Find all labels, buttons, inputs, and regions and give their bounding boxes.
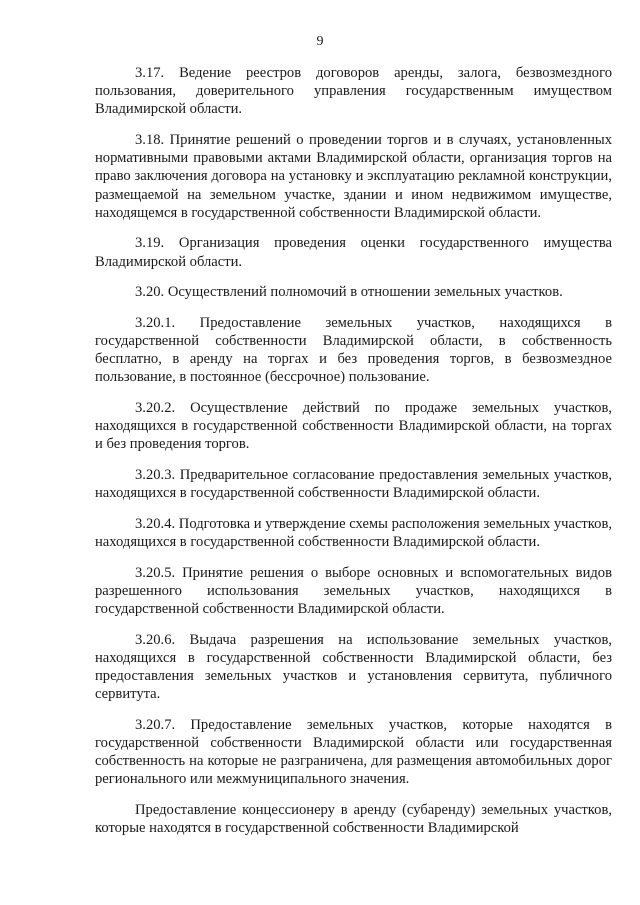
paragraph-3-20-4: 3.20.4. Подготовка и утверждение схемы расположения земельных участков, находящихся в государственной собственности Владимирской области. [95, 515, 612, 550]
paragraph-3-17: 3.17. Ведение реестров договоров аренды, залога, безвозмездного пользования, доверительного управления государственным имуществом Владимирской области. [95, 65, 612, 118]
document-body [95, 64, 612, 850]
paragraph-3-19: 3.19. Организация проведения оценки государственного имущества Владимирской области. [95, 235, 612, 270]
paragraph-3-20-1: 3.20.1. Предоставление земельных участков, находящихся в государственной собственности Владимирской области, в собственность бесплатно, в аренду на торгах и без проведения торгов, в безвозмездное пользование, в постоянное (бессрочное) пользование. [95, 314, 612, 386]
paragraph-3-18: 3.18. Принятие решений о проведении торгов и в случаях, установленных нормативными правовыми актами Владимирской области, организация торгов на право заключения договора на установку и эксплуатацию рекламной конструкции, размещаемой на земельном участке, здании и ином недвижимом имуществе, находящемся в государственной собственности Владимирской области. [95, 132, 612, 221]
paragraph-3-20-3: 3.20.3. Предварительное согласование предоставления земельных участков, находящихся в государственной собственности Владимирской области. [95, 467, 612, 502]
paragraph-concession: Предоставление концессионеру в аренду (субаренду) земельных участков, которые находятся в государственной собственности Владимирской [95, 802, 612, 837]
paragraph-3-20-6: 3.20.6. Выдача разрешения на использование земельных участков, находящихся в государственной собственности Владимирской области, без предоставления земельных участков и установления сервитута, публичного сервитута. [95, 631, 612, 703]
paragraph-3-20-2: 3.20.2. Осуществление действий по продаже земельных участков, находящихся в государственной собственности Владимирской области, на торгах и без проведения торгов. [95, 400, 612, 453]
paragraph-3-20-5: 3.20.5. Принятие решения о выборе основных и вспомогательных видов разрешенного использования земельных участков, находящихся в государственной собственности Владимирской области. [95, 564, 612, 617]
page-number: 9 [316, 34, 324, 49]
paragraph-3-20: 3.20. Осуществлений полномочий в отношении земельных участков. [135, 284, 563, 301]
paragraph-3-20-7: 3.20.7. Предоставление земельных участков, которые находятся в государственной собственности Владимирской области или государственная собственность на которые не разграничена, для размещения автомобильных дорог регионального или межмуниципального значения. [95, 716, 612, 788]
